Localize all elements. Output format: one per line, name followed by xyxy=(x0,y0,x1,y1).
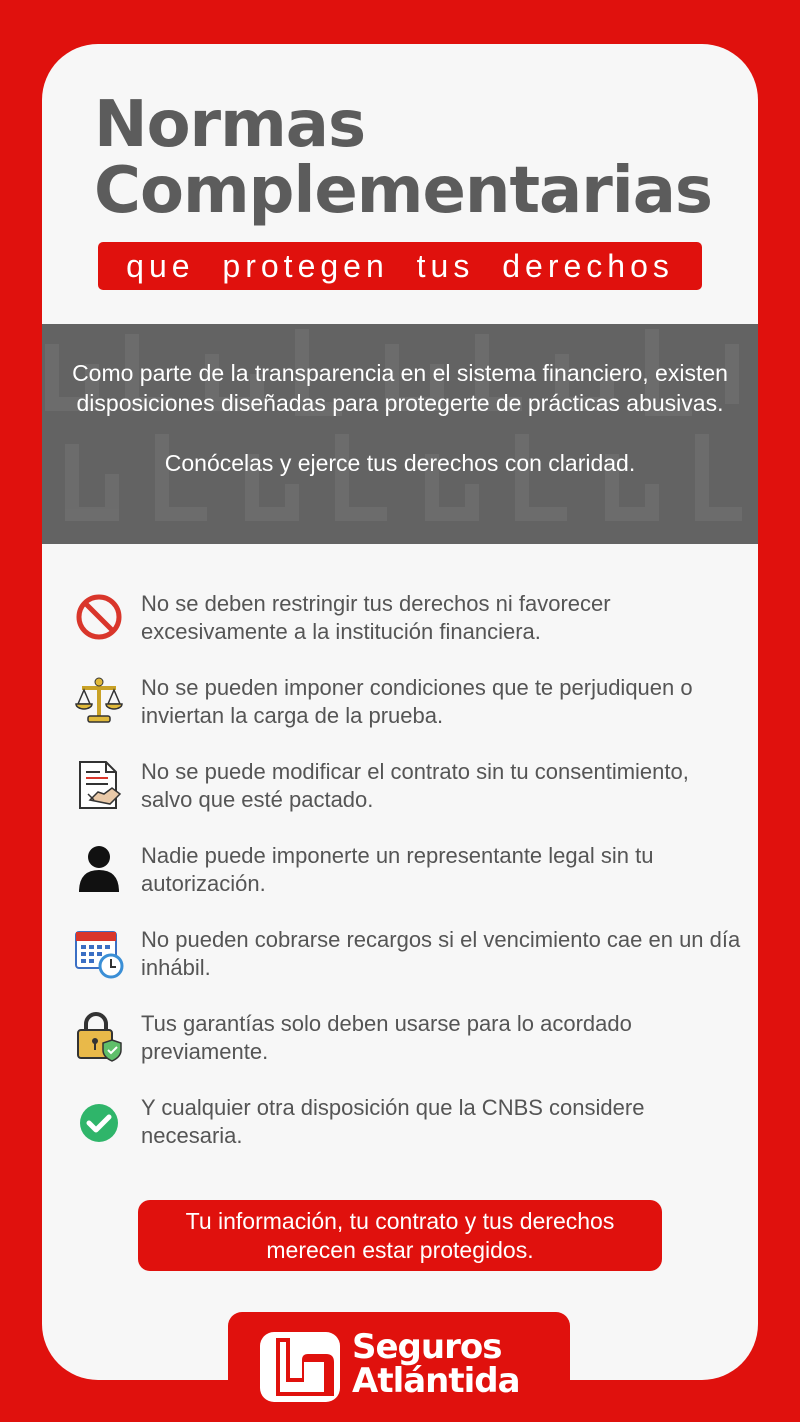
list-item xyxy=(74,1094,734,1154)
intro-panel xyxy=(42,324,758,544)
list-item xyxy=(74,842,734,902)
person-icon xyxy=(74,842,124,896)
padlock-shield-icon xyxy=(74,1010,124,1064)
brand-line-1: Seguros xyxy=(352,1327,502,1367)
intro-text xyxy=(72,358,728,478)
brand-name xyxy=(352,1327,520,1401)
contract-handshake-icon xyxy=(74,758,124,812)
intro-paragraph-1: Como parte de la transparencia en el sistema financiero, existen disposiciones diseñadas para protegerte de prácticas abusivas. xyxy=(72,360,728,416)
list-item-text: Y cualquier otra disposición que la CNBS considere necesaria. xyxy=(141,1095,645,1148)
seguros-atlantida-logo-icon xyxy=(260,1332,340,1402)
list-item-text: No se pueden imponer condiciones que te perjudiquen o inviertan la carga de la prueba. xyxy=(141,675,693,728)
intro-paragraph-2: Conócelas y ejerce tus derechos con claridad. xyxy=(164,450,636,476)
list-item xyxy=(74,926,741,986)
list-item xyxy=(74,1010,734,1070)
title-line-1: Normas xyxy=(94,88,366,162)
footer-brand xyxy=(228,1312,570,1422)
scales-icon xyxy=(74,674,124,728)
prohibited-icon xyxy=(74,590,124,644)
check-circle-icon xyxy=(74,1094,124,1148)
page-title xyxy=(94,88,712,228)
list-item-text: No se deben restringir tus derechos ni favorecer excesivamente a la institución financiera. xyxy=(141,591,611,644)
brand-line-2: Atlántida xyxy=(352,1361,520,1401)
list-item-text: Tus garantías solo deben usarse para lo acordado previamente. xyxy=(141,1011,632,1064)
list-item-text: No se puede modificar el contrato sin tu consentimiento, salvo que esté pactado. xyxy=(141,759,689,812)
list-item xyxy=(74,590,734,650)
list-item xyxy=(74,758,734,818)
list-item xyxy=(74,674,734,734)
calendar-clock-icon xyxy=(74,926,124,980)
title-line-2: Complementarias xyxy=(94,154,712,228)
main-card xyxy=(42,44,758,1380)
list-item-text: No pueden cobrarse recargos si el vencimiento cae en un día inhábil. xyxy=(141,927,741,980)
subtitle-banner: que protegen tus derechos xyxy=(98,242,702,290)
cta-banner: Tu información, tu contrato y tus derechos merecen estar protegidos. xyxy=(138,1200,662,1271)
list-item-text: Nadie puede imponerte un representante legal sin tu autorización. xyxy=(141,843,654,896)
